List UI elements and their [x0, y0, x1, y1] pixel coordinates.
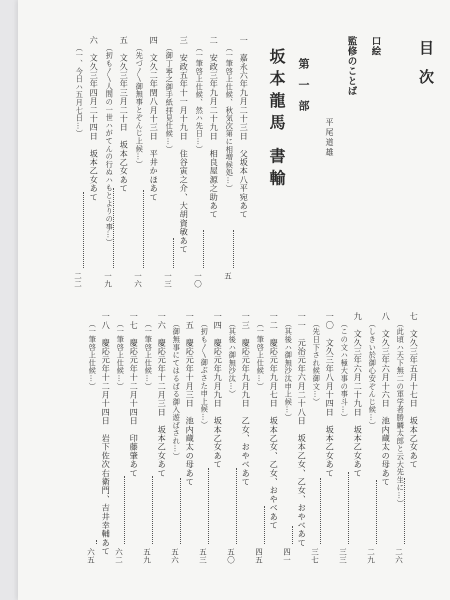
toc-entry[interactable]: [210, 36, 218, 219]
page-number: 六五: [86, 548, 96, 564]
toc-entry[interactable]: [354, 312, 362, 477]
entry-heading: 慶応元年九月九日 坂本乙女あて: [213, 338, 224, 469]
entry-number: 一七: [129, 312, 140, 330]
leader-dots: [123, 476, 125, 544]
entry-subtitle: （扨も〳〵御ぶさた申上候…）: [200, 320, 210, 429]
toc-entry[interactable]: [180, 36, 188, 254]
entry-subtitle: （一、今日ハ五月七日…）: [75, 44, 85, 138]
toc-entry[interactable]: [186, 312, 194, 486]
page-number: 一六: [133, 272, 143, 288]
page-number: 四一: [282, 548, 292, 564]
entry-heading: 文久三年六月二十九日 坂本乙女あて: [353, 329, 364, 478]
entry-number: 二: [209, 36, 220, 45]
entry-subtitle: （先づ〳〵御無事とぞんじ上候…）: [135, 44, 145, 169]
entry-number: 八: [381, 312, 392, 321]
page-number: 一九: [103, 272, 113, 288]
entry-heading: 慶応元年九月七日 坂本乙女、乙女、おやべあて: [269, 338, 280, 530]
page-number: 五三: [198, 548, 208, 564]
page-number: 二二: [73, 272, 83, 288]
leader-dots: [235, 468, 237, 544]
section-heading: 坂本龍馬 書輸: [267, 48, 286, 192]
leader-dots: [202, 230, 204, 268]
leader-dots: [179, 478, 181, 544]
leader-dots: [112, 188, 114, 268]
leader-dots: [347, 472, 349, 544]
page-number: 五〇: [226, 548, 236, 564]
entry-number: 一一: [297, 312, 308, 330]
entry-number: 六: [89, 36, 100, 45]
toc-entry[interactable]: [326, 312, 334, 477]
page-number: 三三: [338, 548, 348, 564]
entry-number: 七: [409, 312, 420, 321]
entry-heading: 慶応元年十二月三日 坂本乙女あて: [157, 338, 168, 478]
entry-number: 一五: [185, 312, 196, 330]
entry-subtitle: （一筆啓上仕候…）: [256, 320, 266, 391]
leader-dots: [291, 526, 293, 544]
entry-subtitle: （先日下され候御文…）: [312, 320, 322, 406]
toc-entry[interactable]: [120, 36, 128, 193]
entry-heading: 嘉永六年九月二十三日 父坂本八平宛あて: [239, 53, 250, 219]
toc-entry[interactable]: [102, 312, 110, 556]
leader-dots: [263, 506, 265, 544]
leader-dots: [403, 478, 405, 544]
entry-subtitle: （此頃ハ天下無二の軍学者勝麟太郎と云大先生に…）: [396, 320, 406, 508]
book-page: [18, 0, 450, 600]
entry-subtitle: （其後ハ御無沙汰…）: [228, 320, 238, 398]
entry-subtitle: （其後ハ御無沙汰申上候…）: [284, 320, 294, 422]
entry-number: 一: [239, 36, 250, 45]
leader-dots: [375, 480, 377, 544]
entry-heading: 文久三年四月二十四日 坂本乙女あて: [89, 53, 100, 202]
entry-heading: 安政五年十一月十九日 住谷寅之介、大胡資敏あて: [179, 53, 190, 254]
toc-entry[interactable]: [270, 312, 278, 530]
entry-heading: 安政三年九月二十九日 相良屋源之助あて: [209, 53, 220, 219]
entry-subtitle: （一筆啓上仕候、然ハ先日…）: [195, 44, 205, 154]
page-number: 一三: [163, 272, 173, 288]
foreword-heading: 監修のことば: [345, 36, 357, 96]
entry-heading: 文久三年八月十四日 坂本乙女あて: [325, 338, 336, 478]
toc-entry[interactable]: [410, 312, 418, 469]
entry-subtitle: （一筆啓上仕候…）: [144, 320, 154, 391]
entry-subtitle: （この文ハ極大事の事斗…）: [340, 320, 350, 422]
entry-subtitle: （しきい於御心安ぞんじ候…）: [368, 320, 378, 430]
toc-entry[interactable]: [382, 312, 390, 486]
entry-heading: 慶応元年九月九日 乙女、おやべあて: [241, 338, 252, 487]
toc-entry[interactable]: [130, 312, 138, 477]
part-heading: 第一部: [297, 58, 310, 121]
leader-dots: [142, 190, 144, 268]
entry-subtitle: （一筆啓上仕候、秋気次第に相増候処…）: [225, 44, 235, 193]
leader-dots: [82, 192, 84, 268]
entry-number: 一八: [101, 312, 112, 330]
leader-dots: [207, 468, 209, 544]
page-number: 一〇: [193, 272, 203, 288]
page-number: 二九: [366, 548, 376, 564]
toc-entry[interactable]: [90, 36, 98, 201]
entry-heading: 文久三年三月二十日 坂本乙女あて: [119, 53, 130, 193]
leader-dots: [232, 230, 234, 268]
entry-heading: 文久三年五月十七日 坂本乙女あて: [409, 329, 420, 469]
entry-number: 三: [179, 36, 190, 45]
page-number: 五六: [170, 548, 180, 564]
entry-subtitle: （扨も〳〵人間の一世ハがてんの行ぬハもとよりの事…）: [105, 44, 115, 247]
page-number: 五九: [142, 548, 152, 564]
toc-entry[interactable]: [240, 36, 248, 219]
toc-entry[interactable]: [214, 312, 222, 469]
entry-heading: 文久二年閏八月十三日 平井かほあて: [149, 53, 160, 202]
entry-number: 一四: [213, 312, 224, 330]
entry-number: 一三: [241, 312, 252, 330]
toc-entry[interactable]: [150, 36, 158, 201]
entry-subtitle: （一筆啓上仕候…）: [88, 320, 98, 391]
kuchie-heading: 口絵: [369, 36, 381, 56]
page-number: 四五: [254, 548, 264, 564]
leader-dots: [151, 476, 153, 544]
leader-dots: [95, 540, 97, 544]
entry-heading: 慶応元年十二月十四日 印藤肇あて: [129, 338, 140, 478]
page-number: 五: [223, 272, 233, 280]
entry-heading: 慶応元年十二月十四日 岩下佐次右衛門、吉井幸輔あて: [101, 338, 112, 556]
toc-entry[interactable]: [158, 312, 166, 477]
leader-dots: [319, 478, 321, 544]
entry-heading: 文久三年六月十六日 池内蔵太の母あて: [381, 329, 392, 487]
page-number: 二六: [394, 548, 404, 564]
entry-number: 四: [149, 36, 160, 45]
leader-dots: [172, 238, 174, 268]
entry-subtitle: （御無事にてはるばる御入遊ばされ…）: [172, 320, 182, 461]
entry-number: 一二: [269, 312, 280, 330]
entry-subtitle: （御丁寧之御手紙拝見仕候…）: [165, 44, 175, 154]
entry-subtitle: （一筆啓上仕候…）: [116, 320, 126, 391]
entry-number: 五: [119, 36, 130, 45]
entry-heading: 慶応元年十月三日 池内蔵太の母あて: [185, 338, 196, 487]
toc-entry[interactable]: [242, 312, 250, 486]
foreword-author: 平尾道雄: [325, 118, 334, 158]
entry-number: 九: [353, 312, 364, 321]
entry-number: 一〇: [325, 312, 336, 330]
entry-heading: 元治元年六月二十八日 坂本乙女、乙女、おやべあて: [297, 338, 308, 547]
page-number: 六二: [114, 548, 124, 564]
toc-entry[interactable]: [298, 312, 306, 547]
page-number: 三七: [310, 548, 320, 564]
toc-title: 目次: [417, 40, 435, 98]
entry-number: 一六: [157, 312, 168, 330]
